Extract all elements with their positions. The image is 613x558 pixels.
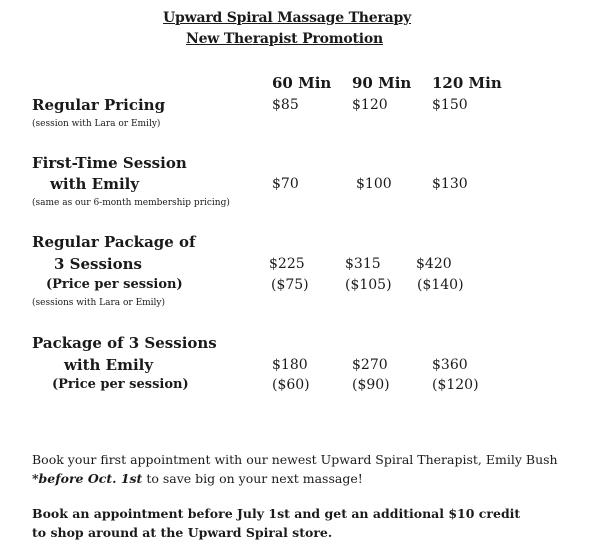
regular-package-note: (sessions with Lara or Emily) [32, 298, 166, 308]
first-time-note: (same as our 6-month membership pricing) [32, 198, 230, 208]
regular-pricing-label: Regular Pricing [32, 96, 166, 114]
regular-package-per-session-90: ($105) [345, 277, 392, 293]
regular-package-per-session-60: ($75) [271, 277, 309, 293]
first-time-label-line1: First-Time Session [32, 154, 187, 172]
column-header-120: 120 Min [432, 74, 502, 92]
footer-para1-line1: Book your first appointment with our newest Upward Spiral Therapist, Emily Bush [32, 452, 558, 467]
regular-price-120: $150 [432, 97, 468, 113]
first-time-price-60: $70 [272, 176, 299, 192]
regular-package-price-120: $420 [416, 256, 452, 272]
page-subtitle: New Therapist Promotion [186, 31, 384, 47]
regular-package-label-line2: 3 Sessions [54, 255, 142, 273]
emily-package-price-90: $270 [352, 357, 388, 373]
first-time-price-90: $100 [356, 176, 392, 192]
emily-package-per-session-60: ($60) [272, 377, 310, 393]
regular-package-price-60: $225 [269, 256, 305, 272]
first-time-price-120: $130 [432, 176, 468, 192]
footer-para1-emphasis: before Oct. 1st [38, 471, 143, 486]
regular-package-price-90: $315 [345, 256, 381, 272]
emily-package-label-line1: Package of 3 Sessions [32, 334, 217, 352]
emily-package-per-session-90: ($90) [352, 377, 390, 393]
emily-package-label-line3: (Price per session) [52, 377, 189, 392]
regular-package-per-session-120: ($140) [417, 277, 464, 293]
regular-pricing-note: (session with Lara or Emily) [32, 119, 161, 129]
column-header-60: 60 Min [272, 74, 332, 92]
footer-para1-star: * [32, 471, 39, 486]
page-title: Upward Spiral Massage Therapy [163, 10, 412, 26]
footer-paragraph-2: Book an appointment before July 1st and get an additional $10 credit to shop around at the Upward Spiral store. [32, 506, 521, 540]
emily-package-price-60: $180 [272, 357, 308, 373]
footer-paragraph-1 [32, 450, 572, 488]
column-header-90: 90 Min [352, 74, 412, 92]
emily-package-price-120: $360 [432, 357, 468, 373]
footer-para1-rest: to save big on your next massage! [142, 471, 363, 486]
regular-package-label-line3: (Price per session) [46, 277, 183, 292]
regular-package-label-line1: Regular Package of [32, 233, 196, 251]
regular-price-60: $85 [272, 97, 299, 113]
emily-package-per-session-120: ($120) [432, 377, 479, 393]
first-time-label-line2: with Emily [50, 175, 140, 193]
regular-price-90: $120 [352, 97, 388, 113]
emily-package-label-line2: with Emily [64, 356, 154, 374]
